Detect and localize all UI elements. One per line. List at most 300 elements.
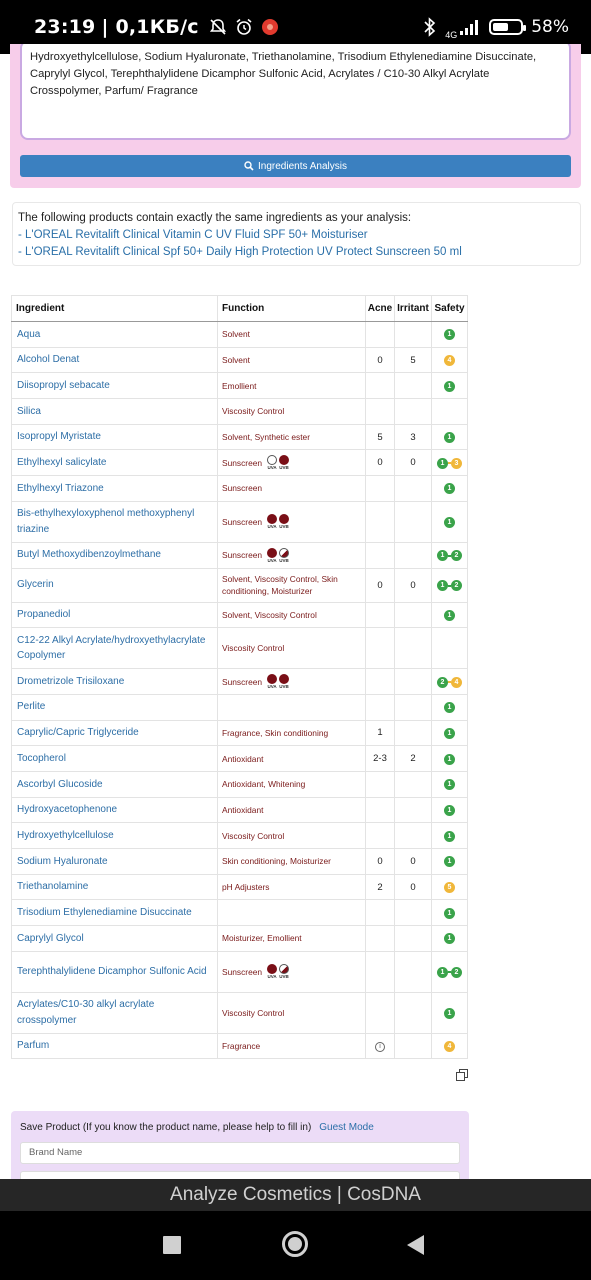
uv-uva-label: UVA: [267, 974, 277, 980]
safety-badges: [444, 754, 455, 765]
ingredient-name[interactable]: Alcohol Denat: [12, 347, 218, 373]
ingredient-function: [218, 501, 366, 542]
function-wrap: [222, 609, 361, 621]
irritant-rating: 0: [395, 874, 432, 900]
ingredient-function: [218, 694, 366, 720]
uv-uvb-item: [279, 455, 289, 470]
irritant-rating: 0: [395, 450, 432, 476]
function-text: Sunscreen: [222, 676, 263, 687]
ingredient-function: [218, 926, 366, 952]
irritant-rating: [395, 669, 432, 695]
function-wrap: [222, 573, 361, 597]
function-text: Moisturizer, Emollient: [222, 933, 302, 944]
table-row: [12, 849, 468, 875]
ingredient-function: [218, 347, 366, 373]
acne-rating: [366, 542, 395, 568]
ingredient-name[interactable]: Isopropyl Myristate: [12, 424, 218, 450]
safety-badge: 1: [444, 329, 455, 340]
function-text: Fragrance: [222, 1041, 261, 1052]
safety-badges: [444, 933, 455, 944]
table-row: [12, 746, 468, 772]
recent-apps-button[interactable]: [163, 1236, 181, 1254]
same-ingredients-notice: [12, 202, 581, 266]
uv-uvb-icon: [279, 455, 289, 465]
function-wrap: [222, 804, 361, 816]
table-row: [12, 322, 468, 348]
home-button[interactable]: [282, 1231, 308, 1257]
safety-badge: 1: [444, 933, 455, 944]
safety-rating: [432, 900, 468, 926]
function-wrap: [222, 548, 361, 563]
uv-uvb-icon: [279, 964, 289, 974]
back-button[interactable]: [407, 1235, 424, 1255]
page-title: Analyze Cosmetics | CosDNA: [0, 1179, 591, 1211]
safety-rating: [432, 694, 468, 720]
ingredient-name[interactable]: Acrylates/C10-30 alkyl acrylate crosspolymer: [12, 992, 218, 1033]
page-content: [0, 44, 591, 1179]
info-icon[interactable]: i: [375, 1042, 385, 1052]
ingredient-name[interactable]: Caprylic/Capric Triglyceride: [12, 720, 218, 746]
ingredient-function: [218, 746, 366, 772]
acne-rating: [366, 823, 395, 849]
function-text: Viscosity Control: [222, 1007, 285, 1018]
uv-uvb-label: UVB: [279, 524, 289, 530]
function-wrap: [222, 727, 361, 739]
search-icon: [244, 161, 254, 171]
safety-badge: 1: [444, 1008, 455, 1019]
safety-badges: [437, 967, 462, 978]
safety-badges: [444, 831, 455, 842]
function-text: Sunscreen: [222, 516, 263, 527]
safety-badge: 1: [444, 856, 455, 867]
irritant-rating: [395, 694, 432, 720]
ingredient-name[interactable]: Ethylhexyl salicylate: [12, 450, 218, 476]
irritant-rating: [395, 951, 432, 992]
safety-rating: [432, 669, 468, 695]
app-notification-icon: [261, 18, 279, 36]
safety-badge: 1: [444, 779, 455, 790]
table-row: [12, 542, 468, 568]
acne-rating: 0: [366, 849, 395, 875]
safety-badges: [444, 329, 455, 340]
ingredient-name[interactable]: Perlite: [12, 694, 218, 720]
ingredient-function: [218, 720, 366, 746]
acne-rating: [366, 771, 395, 797]
ingredient-name[interactable]: Bis-ethylhexyloxyphenol methoxyphenyl triazine: [12, 501, 218, 542]
acne-rating: 1: [366, 720, 395, 746]
matching-product-link[interactable]: - L'OREAL Revitalift Clinical Spf 50+ Daily High Protection UV Protect Sunscreen 50 ml: [18, 246, 462, 258]
ingredient-function: [218, 602, 366, 628]
safety-rating: [432, 399, 468, 425]
safety-rating: [432, 501, 468, 542]
safety-rating: [432, 1033, 468, 1059]
acne-rating: [366, 628, 395, 669]
safety-badges: [437, 550, 462, 561]
ingredient-name[interactable]: Aqua: [12, 322, 218, 348]
battery-icon: [489, 19, 523, 35]
function-text: Sunscreen: [222, 483, 263, 494]
ingredient-function: [218, 797, 366, 823]
table-row: [12, 399, 468, 425]
ingredient-name[interactable]: Butyl Methoxydibenzoylmethane: [12, 542, 218, 568]
safety-badges: [444, 483, 455, 494]
safety-rating: [432, 992, 468, 1033]
irritant-rating: [395, 542, 432, 568]
safety-rating: [432, 424, 468, 450]
safety-badge: 1: [444, 483, 455, 494]
acne-rating: 0: [366, 450, 395, 476]
acne-rating: [366, 669, 395, 695]
safety-badge: 1: [437, 580, 448, 591]
table-row: [12, 476, 468, 502]
function-wrap: [222, 455, 361, 470]
safety-badge: 1: [444, 517, 455, 528]
safety-rating: [432, 568, 468, 602]
safety-rating: [432, 720, 468, 746]
uv-uvb-icon: [279, 514, 289, 524]
function-wrap: [222, 380, 361, 392]
ingredient-function: [218, 900, 366, 926]
uv-uva-icon: [267, 964, 277, 974]
safety-badges: [444, 1041, 455, 1052]
safety-badges: [444, 432, 455, 443]
alarm-icon: [235, 18, 253, 36]
table-row: [12, 450, 468, 476]
function-wrap: [222, 328, 361, 340]
function-wrap: [222, 932, 361, 944]
uv-uva-item: [267, 548, 277, 563]
ingredient-name[interactable]: Hydroxyacetophenone: [12, 797, 218, 823]
ingredient-function: [218, 951, 366, 992]
uv-uva-icon: [267, 548, 277, 558]
safety-rating: [432, 746, 468, 772]
ingredient-name[interactable]: Silica: [12, 399, 218, 425]
ingredient-function: [218, 874, 366, 900]
table-row: [12, 669, 468, 695]
irritant-rating: 0: [395, 849, 432, 875]
uv-uva-label: UVA: [267, 524, 277, 530]
irritant-rating: [395, 476, 432, 502]
irritant-rating: [395, 992, 432, 1033]
safety-badge: 1: [444, 805, 455, 816]
acne-rating: [366, 951, 395, 992]
function-text: Viscosity Control: [222, 406, 285, 417]
safety-badges: [437, 580, 462, 591]
safety-badges: [444, 1008, 455, 1019]
table-row: [12, 823, 468, 849]
uv-uva-item: [267, 514, 277, 529]
table-row: [12, 797, 468, 823]
function-text: Sunscreen: [222, 550, 263, 561]
safety-badge: 1: [444, 610, 455, 621]
ingredients-table: [11, 295, 468, 1059]
table-row: [12, 771, 468, 797]
acne-rating: [366, 476, 395, 502]
ingredient-name[interactable]: Propanediol: [12, 602, 218, 628]
irritant-rating: [395, 720, 432, 746]
analyze-button-label: Ingredients Analysis: [258, 160, 347, 172]
ingredient-name[interactable]: Tocopherol: [12, 746, 218, 772]
acne-rating: 0: [366, 568, 395, 602]
ingredient-function: [218, 322, 366, 348]
safety-badges: [444, 908, 455, 919]
safety-badge: 4: [444, 355, 455, 366]
copy-icon[interactable]: [456, 1069, 468, 1081]
uv-uva-item: [267, 674, 277, 689]
function-text: Emollient: [222, 380, 257, 391]
safety-rating: [432, 797, 468, 823]
guest-mode-link[interactable]: Guest Mode: [319, 1122, 374, 1133]
irritant-rating: [395, 501, 432, 542]
table-row: [12, 602, 468, 628]
safety-rating: [432, 849, 468, 875]
irritant-rating: [395, 322, 432, 348]
irritant-rating: [395, 797, 432, 823]
function-wrap: [222, 642, 361, 654]
status-speed: | 0,1КБ/с: [101, 16, 199, 38]
safety-rating: [432, 450, 468, 476]
ingredient-name[interactable]: Hydroxyethylcellulose: [12, 823, 218, 849]
uv-protection-indicator: [267, 514, 289, 529]
ingredient-function: [218, 771, 366, 797]
irritant-rating: [395, 926, 432, 952]
table-row: [12, 628, 468, 669]
battery-percent: 58%: [531, 17, 569, 37]
uv-uva-icon: [267, 514, 277, 524]
safety-badge: 2: [451, 967, 462, 978]
uv-protection-indicator: [267, 964, 289, 979]
header-ingredient: Ingredient: [12, 296, 218, 322]
safety-badge: 1: [437, 550, 448, 561]
matching-product-link[interactable]: - L'OREAL Revitalift Clinical Vitamin C UV Fluid SPF 50+ Moisturiser: [18, 229, 368, 241]
table-row: [12, 424, 468, 450]
uv-uvb-item: [279, 674, 289, 689]
safety-rating: [432, 322, 468, 348]
function-text: Solvent, Viscosity Control, Skin conditioning, Moisturizer: [222, 574, 338, 596]
uv-uvb-item: [279, 548, 289, 563]
safety-badge: 1: [437, 967, 448, 978]
safety-badge: 4: [451, 677, 462, 688]
irritant-rating: 5: [395, 347, 432, 373]
ingredient-function: [218, 628, 366, 669]
ingredients-analysis-button[interactable]: [20, 155, 571, 177]
acne-rating: [366, 602, 395, 628]
safety-rating: [432, 602, 468, 628]
ingredient-name[interactable]: Drometrizole Trisiloxane: [12, 669, 218, 695]
safety-badges: [444, 381, 455, 392]
safety-badge: 1: [444, 831, 455, 842]
acne-rating: [366, 797, 395, 823]
brand-name-input[interactable]: Brand Name: [20, 1142, 460, 1164]
safety-badge: 1: [444, 728, 455, 739]
uv-uvb-item: [279, 514, 289, 529]
uv-uvb-label: UVB: [279, 465, 289, 471]
uv-uva-item: [267, 964, 277, 979]
table-row: [12, 926, 468, 952]
table-row: [12, 347, 468, 373]
uv-uva-icon: [267, 455, 277, 465]
ingredients-table-body: [12, 322, 468, 1059]
function-wrap: [222, 482, 361, 494]
safety-badge: 1: [444, 432, 455, 443]
safety-badge: 1: [444, 754, 455, 765]
function-wrap: [222, 881, 361, 893]
safety-badge: 4: [444, 1041, 455, 1052]
function-text: Skin conditioning, Moisturizer: [222, 856, 331, 867]
function-wrap: [222, 964, 361, 979]
function-text: Solvent, Synthetic ester: [222, 432, 310, 443]
acne-rating: 2: [366, 874, 395, 900]
ingredient-name[interactable]: Caprylyl Glycol: [12, 926, 218, 952]
ingredient-function: [218, 568, 366, 602]
uv-uva-item: [267, 455, 277, 470]
safety-rating: [432, 823, 468, 849]
table-row: [12, 900, 468, 926]
safety-badge: 5: [444, 882, 455, 893]
irritant-rating: [395, 900, 432, 926]
table-row: [12, 694, 468, 720]
table-row: [12, 501, 468, 542]
irritant-rating: [395, 771, 432, 797]
same-ingredients-intro: The following products contain exactly the same ingredients as your analysis:: [18, 212, 412, 224]
safety-badge: 2: [437, 677, 448, 688]
irritant-rating: [395, 602, 432, 628]
function-wrap: [222, 674, 361, 689]
header-function: Function: [218, 296, 366, 322]
status-time: 23:19: [34, 16, 96, 38]
acne-rating: [366, 322, 395, 348]
safety-badge: 1: [444, 381, 455, 392]
uv-protection-indicator: [267, 455, 289, 470]
function-text: Viscosity Control: [222, 643, 285, 654]
function-text: Solvent, Viscosity Control: [222, 609, 317, 620]
uv-protection-indicator: [267, 548, 289, 563]
ingredient-function: [218, 823, 366, 849]
ingredient-name[interactable]: Triethanolamine: [12, 874, 218, 900]
ingredient-function: [218, 373, 366, 399]
function-wrap: [222, 778, 361, 790]
irritant-rating: 2: [395, 746, 432, 772]
function-wrap: [222, 354, 361, 366]
ingredient-name[interactable]: Terephthalylidene Dicamphor Sulfonic Acid: [12, 951, 218, 992]
safety-rating: [432, 951, 468, 992]
acne-rating: [366, 501, 395, 542]
ingredient-function: [218, 399, 366, 425]
function-wrap: [222, 431, 361, 443]
table-row: [12, 951, 468, 992]
ingredient-function: [218, 669, 366, 695]
safety-rating: [432, 542, 468, 568]
function-wrap: [222, 1007, 361, 1019]
product-name-input[interactable]: [20, 1171, 460, 1179]
save-product-label: Save Product (If you know the product name, please help to fill in): [20, 1122, 312, 1133]
ingredient-name[interactable]: Parfum: [12, 1033, 218, 1059]
bell-off-icon: [209, 18, 227, 36]
safety-badge: 3: [451, 458, 462, 469]
ingredient-function: [218, 992, 366, 1033]
ingredient-function: [218, 424, 366, 450]
acne-rating: [366, 900, 395, 926]
function-text: Fragrance, Skin conditioning: [222, 727, 329, 738]
function-wrap: [222, 1040, 361, 1052]
function-text: Sunscreen: [222, 457, 263, 468]
uv-uvb-icon: [279, 548, 289, 558]
function-text: Antioxidant: [222, 804, 264, 815]
ingredient-function: [218, 849, 366, 875]
safety-badge: 1: [444, 908, 455, 919]
ingredient-name[interactable]: Diisopropyl sebacate: [12, 373, 218, 399]
ingredient-name[interactable]: Sodium Hyaluronate: [12, 849, 218, 875]
ingredient-function: [218, 450, 366, 476]
safety-badges: [444, 805, 455, 816]
function-text: Antioxidant: [222, 753, 264, 764]
function-text: Antioxidant, Whitening: [222, 779, 306, 790]
uv-uva-label: UVA: [267, 684, 277, 690]
acne-rating: [366, 373, 395, 399]
ingredient-name[interactable]: C12-22 Alkyl Acrylate/hydroxyethylacrylate Copolymer: [12, 628, 218, 669]
table-row: [12, 992, 468, 1033]
battery-fill: [493, 23, 508, 31]
table-row: [12, 874, 468, 900]
irritant-rating: [395, 373, 432, 399]
acne-rating: 5: [366, 424, 395, 450]
safety-rating: [432, 874, 468, 900]
ingredient-name[interactable]: Glycerin: [12, 568, 218, 602]
uv-protection-indicator: [267, 674, 289, 689]
function-text: pH Adjusters: [222, 882, 270, 893]
function-wrap: [222, 514, 361, 529]
uv-uvb-label: UVB: [279, 557, 289, 563]
acne-rating: [366, 992, 395, 1033]
network-type: 4G: [445, 29, 458, 40]
safety-badge: 2: [451, 550, 462, 561]
safety-badges: [444, 355, 455, 366]
function-wrap: [222, 855, 361, 867]
ingredient-name[interactable]: Trisodium Ethylenediamine Disuccinate: [12, 900, 218, 926]
ingredient-name[interactable]: Ethylhexyl Triazone: [12, 476, 218, 502]
safety-rating: [432, 373, 468, 399]
irritant-rating: 3: [395, 424, 432, 450]
table-header-row: [12, 296, 468, 322]
acne-rating: 2-3: [366, 746, 395, 772]
uv-uvb-label: UVB: [279, 684, 289, 690]
function-wrap: [222, 405, 361, 417]
ingredient-name[interactable]: Ascorbyl Glucoside: [12, 771, 218, 797]
safety-badges: [444, 728, 455, 739]
acne-rating: [366, 926, 395, 952]
irritant-rating: 0: [395, 568, 432, 602]
safety-rating: [432, 771, 468, 797]
table-row: [12, 1033, 468, 1059]
irritant-rating: [395, 823, 432, 849]
safety-badges: [444, 702, 455, 713]
safety-rating: [432, 347, 468, 373]
ingredient-function: [218, 542, 366, 568]
safety-badge: 1: [437, 458, 448, 469]
safety-badges: [444, 882, 455, 893]
irritant-rating: [395, 1033, 432, 1059]
function-text: Sunscreen: [222, 966, 263, 977]
navigation-bar: [0, 1211, 591, 1280]
safety-badges: [444, 517, 455, 528]
ingredients-textarea[interactable]: Hydroxyethylcellulose, Sodium Hyaluronate, Triethanolamine, Trisodium Ethylenediamine Disuccinate, Caprylyl Glycol, Terephthalylidene Dicamphor Sulfonic Acid, Acrylates / C10-30 Alkyl Acrylate Crosspolymer, Parfum/ Fragrance: [20, 44, 571, 140]
safety-rating: [432, 926, 468, 952]
ingredient-function: [218, 476, 366, 502]
table-row: [12, 568, 468, 602]
uv-uvb-label: UVB: [279, 974, 289, 980]
acne-rating: 0: [366, 347, 395, 373]
safety-rating: [432, 476, 468, 502]
